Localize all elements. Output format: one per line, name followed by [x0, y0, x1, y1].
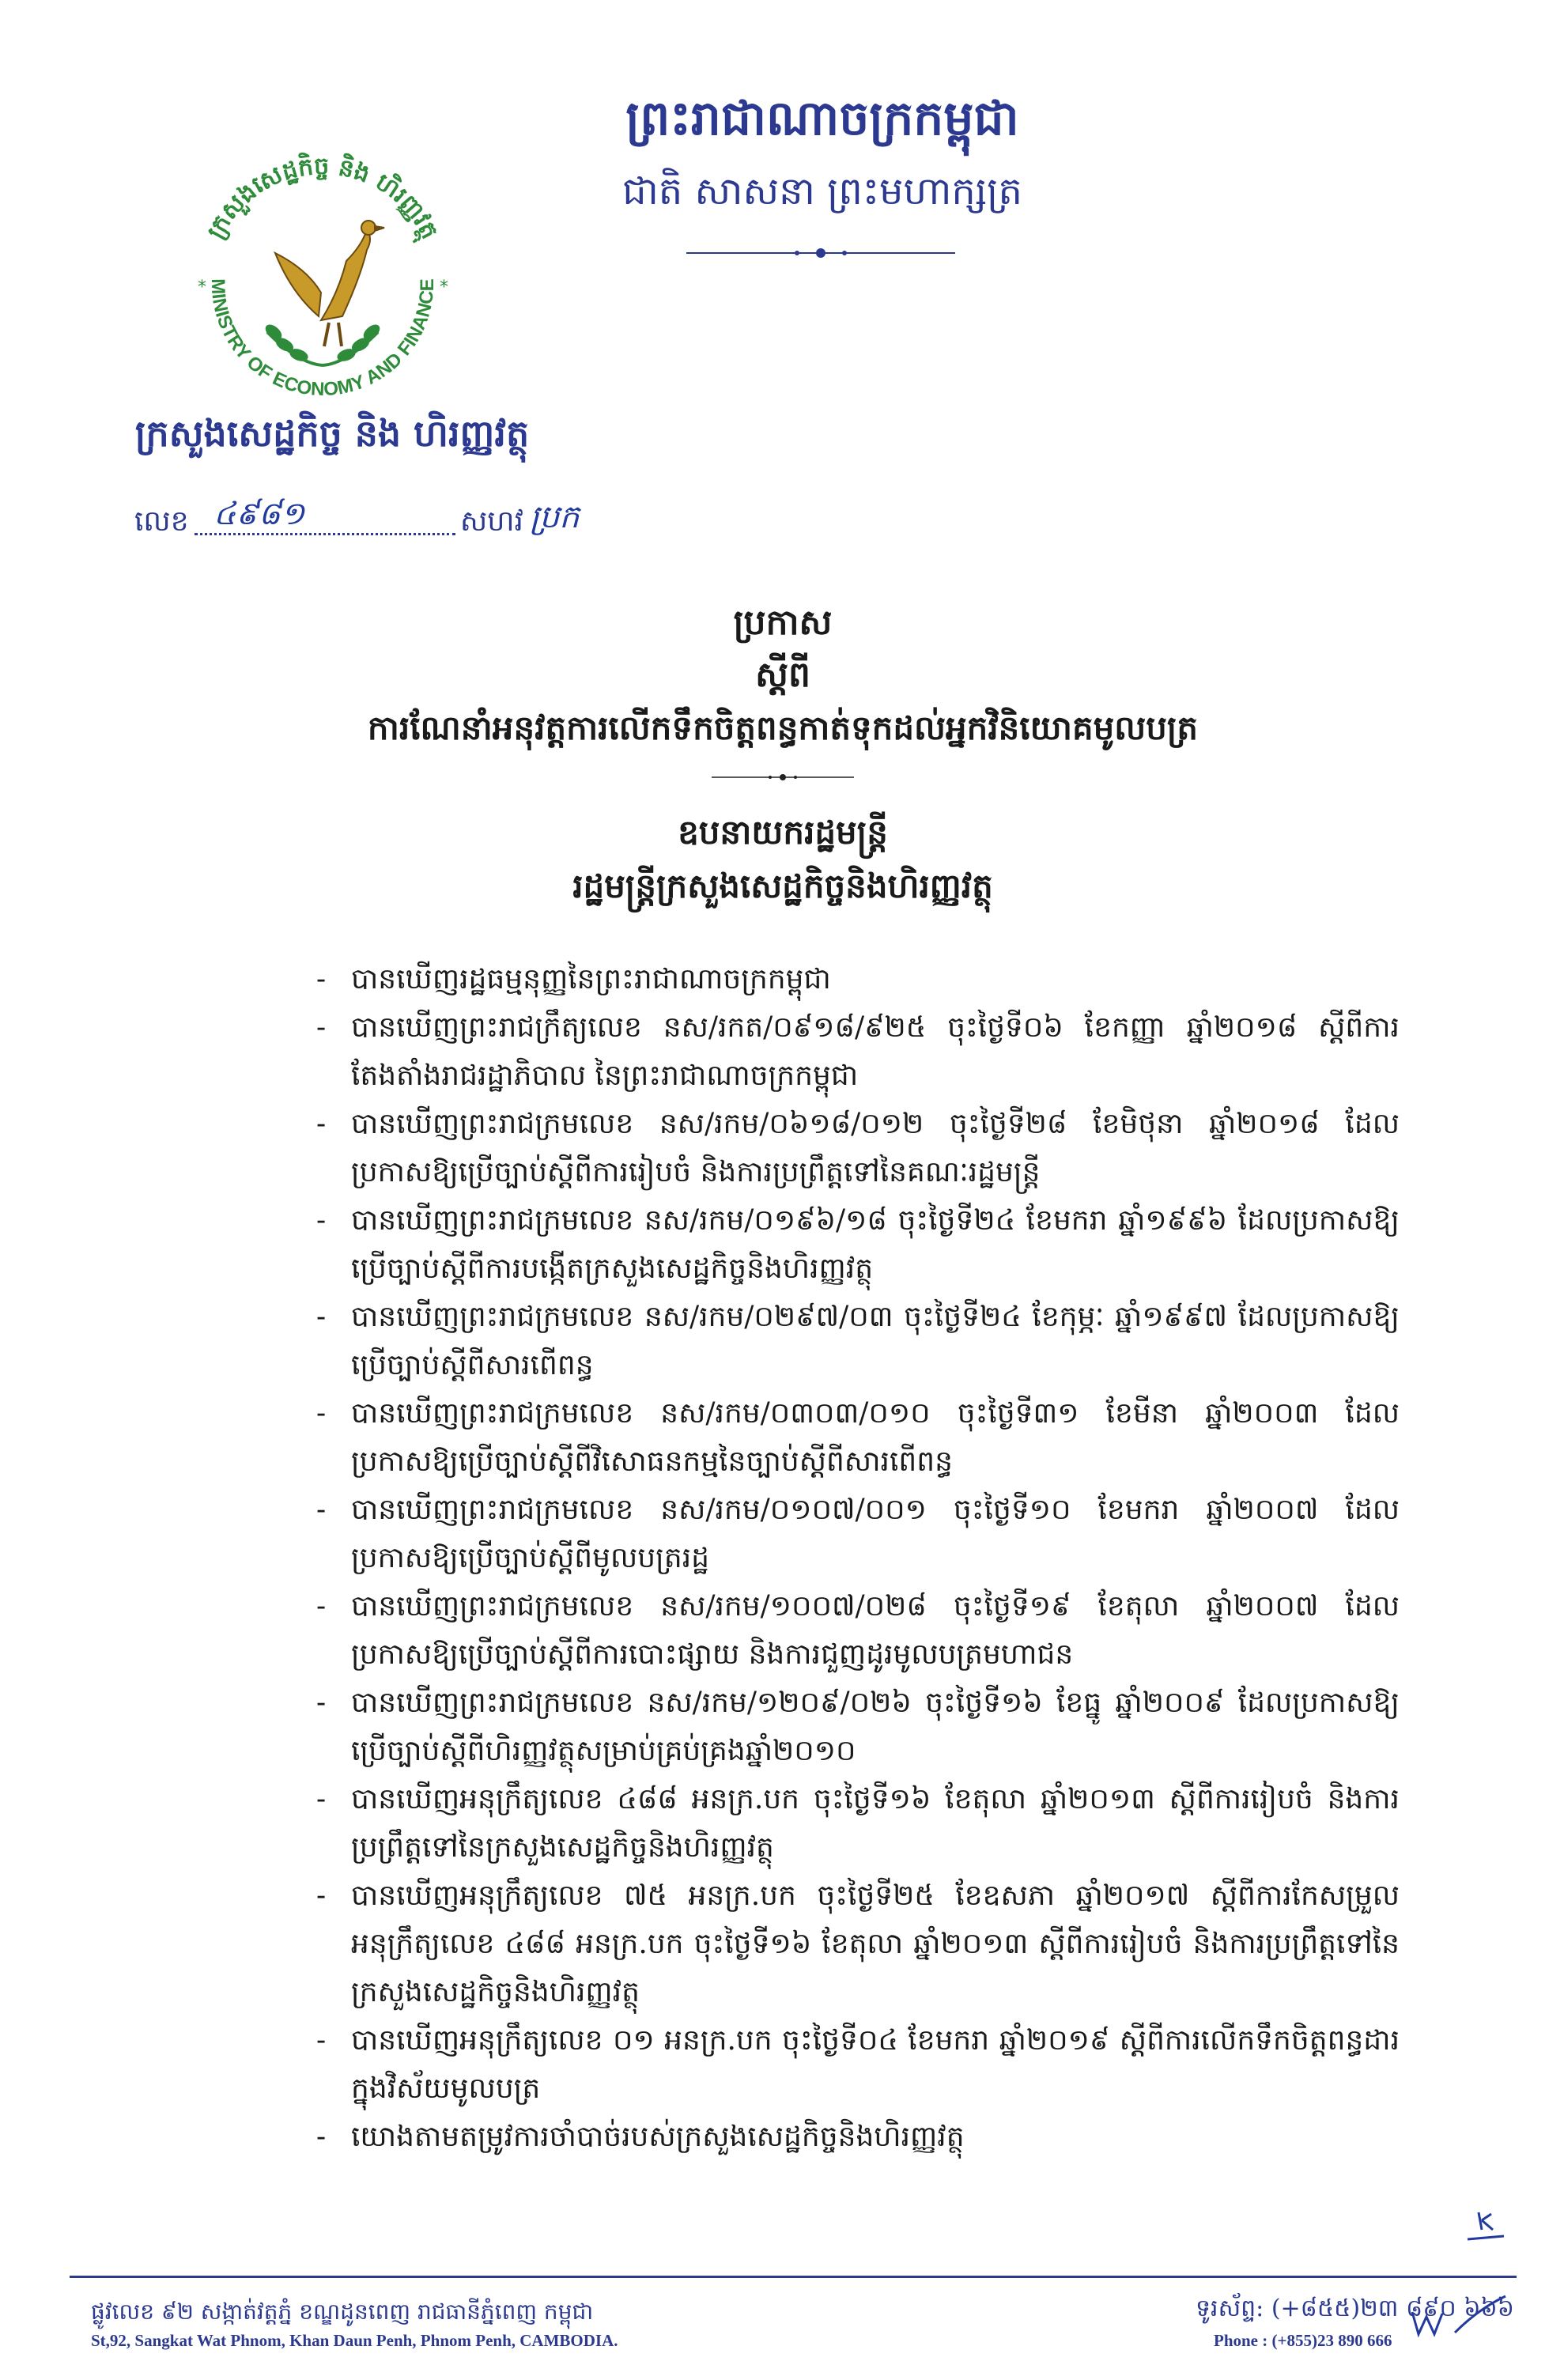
- footer-address-kh: ផ្លូវលេខ ៩២ សង្កាត់វត្តភ្នំ ខណ្ឌដូនពេញ រាជធានីភ្នំពេញ កម្ពុជា: [91, 2299, 594, 2325]
- number-label: លេខ: [134, 505, 189, 538]
- document-subject: ការណែនាំអនុវត្តការលើកទឹកចិត្តពន្ធកាត់ទុកដល់អ្នកវិនិយោគមូលបត្រ: [367, 708, 1199, 747]
- sign-label: សហវ: [460, 505, 523, 538]
- list-item: - បានឃើញព្រះរាជក្រមលេខ នស/រកម/០១៩៦/១៨ ចុះថ្ងៃទី២៤ ខែមករា ឆ្នាំ១៩៩៦ ដែលប្រកាសឱ្យប្រើច្បាប់ស្តីពីការបង្កើតក្រសួងសេដ្ឋកិច្ចនិងហិរញ្ញវត្ថុ: [316, 1196, 1400, 1293]
- handwritten-code: ប្រក: [530, 499, 580, 535]
- national-motto: ជាតិ សាសនា ព្រះមហាក្សត្រ: [622, 169, 1022, 213]
- list-item: - បានឃើញព្រះរាជក្រមលេខ នស/រកម/០១០៧/០០១ ចុះថ្ងៃទី១០ ខែមករា ឆ្នាំ២០០៧ ដែលប្រកាសឱ្យប្រើច្បាប់ស្តីពីមូលបត្ររដ្ឋ: [316, 1486, 1400, 1582]
- list-item: - បានឃើញរដ្ឋធម្មនុញ្ញនៃព្រះរាជាណាចក្រកម្ពុជា: [316, 955, 1400, 1003]
- document-type: ប្រកាស: [733, 603, 833, 643]
- footer-address-en: St,92, Sangkat Wat Phnom, Khan Daun Penh, Phnom Penh, CAMBODIA.: [91, 2331, 618, 2350]
- svg-text:*: *: [440, 278, 448, 297]
- kingdom-heading: ព្រះរាជាណាចក្រកម្ពុជា: [625, 91, 1019, 146]
- list-item: - បានឃើញព្រះរាជក្រឹត្យលេខ នស/រកត/០៩១៨/៩២៥ ចុះថ្ងៃទី០៦ ខែកញ្ញា ឆ្នាំ២០១៨ ស្តីពីការតែងតាំងរាជរដ្ឋាភិបាល នៃព្រះរាជាណាចក្រកម្ពុជា: [316, 1003, 1400, 1100]
- initials-mark: [1463, 2206, 1510, 2246]
- list-item: - បានឃើញព្រះរាជក្រមលេខ នស/រកម/០៣០៣/០១០ ចុះថ្ងៃទី៣១ ខែមីនា ឆ្នាំ២០០៣ ដែលប្រកាសឱ្យប្រើច្បាប់ស្តីពីវិសោធនកម្មនៃច្បាប់ស្តីពីសារពើពន្ធ: [316, 1389, 1400, 1486]
- list-item: - បានឃើញព្រះរាជក្រមលេខ នស/រកម/១០០៧/០២៨ ចុះថ្ងៃទី១៩ ខែតុលា ឆ្នាំ២០០៧ ដែលប្រកាសឱ្យប្រើច្បាប់ស្តីពីការបោះផ្សាយ និងការជួញដូរមូលបត្រមហាជន: [316, 1582, 1400, 1679]
- list-item: - បានឃើញព្រះរាជក្រមលេខ នស/រកម/១២០៩/០២៦ ចុះថ្ងៃទី១៦ ខែធ្នូ ឆ្នាំ២០០៩ ដែលប្រកាសឱ្យប្រើច្បាប់ស្តីពីហិរញ្ញវត្ថុសម្រាប់គ្រប់គ្រងឆ្នាំ២០១០: [316, 1679, 1400, 1775]
- svg-text:ក្រសួងសេដ្ឋកិច្ច និង ហិរញ្ញវត្: ក្រសួងសេដ្ឋកិច្ច និង ហិរញ្ញវត្ថុ: [202, 152, 444, 244]
- ministry-name: ក្រសួងសេដ្ឋកិច្ច និង ហិរញ្ញវត្ថុ: [134, 412, 530, 455]
- footer-phone-en: Phone : (+855)23 890 666: [1214, 2331, 1392, 2350]
- subject-label: ស្តីពី: [755, 655, 810, 695]
- issuer-title: ឧបនាយករដ្ឋមន្ត្រី: [678, 813, 888, 852]
- list-item: - បានឃើញអនុក្រឹត្យលេខ ៧៥ អនក្រ.បក ចុះថ្ងៃទី២៥ ខែឧសភា ឆ្នាំ២០១៧ ស្តីពីការកែសម្រួលអនុក្រឹត្យលេខ ៤៨៨ អនក្រ.បក ចុះថ្ងៃទី១៦ ខែតុលា ឆ្នាំ២០១៣ ស្តីពីការរៀបចំ និងការប្រព្រឹត្តទៅនៃក្រសួងសេដ្ឋកិច្ចនិងហិរញ្ញវត្ថុ: [316, 1872, 1400, 2016]
- list-item: - បានឃើញអនុក្រឹត្យលេខ ០១ អនក្រ.បក ចុះថ្ងៃទី០៤ ខែមករា ឆ្នាំ២០១៩ ស្តីពីការលើកទឹកចិត្តពន្ធដារក្នុងវិស័យមូលបត្រ: [316, 2016, 1400, 2113]
- list-item: - យោងតាមតម្រូវការចាំបាច់របស់ក្រសួងសេដ្ឋកិច្ចនិងហិរញ្ញវត្ថុ: [316, 2113, 1400, 2161]
- handwritten-number: ៤៩៨១: [213, 496, 305, 532]
- footer-phone-kh: ទូរស័ព្ទ: (+៨៥៥)២៣ ៨៩០ ៦៦៦: [1196, 2295, 1514, 2322]
- issuer-ministry: រដ្ឋមន្ត្រីក្រសួងសេដ្ឋកិច្ចនិងហិរញ្ញវត្ថុ: [572, 867, 993, 905]
- header-ornament: [686, 244, 955, 263]
- list-item: - បានឃើញអនុក្រឹត្យលេខ ៤៨៨ អនក្រ.បក ចុះថ្ងៃទី១៦ ខែតុលា ឆ្នាំ២០១៣ ស្តីពីការរៀបចំ និងការប្រព្រឹត្តទៅនៃក្រសួងសេដ្ឋកិច្ចនិងហិរញ្ញវត្ថុ: [316, 1775, 1400, 1872]
- footer-divider: [70, 2276, 1517, 2278]
- signature-scribble: [1407, 2293, 1510, 2340]
- ministry-emblem: [180, 134, 465, 403]
- reference-line: [134, 497, 609, 547]
- title-ornament: [712, 770, 854, 784]
- considerations-list: [316, 955, 1400, 2161]
- list-item: - បានឃើញព្រះរាជក្រមលេខ នស/រកម/០៦១៨/០១២ ចុះថ្ងៃទី២៨ ខែមិថុនា ឆ្នាំ២០១៨ ដែលប្រកាសឱ្យប្រើច្បាប់ស្តីពីការរៀបចំ និងការប្រព្រឹត្តទៅនៃគណៈរដ្ឋមន្ត្រី: [316, 1100, 1400, 1196]
- list-item: - បានឃើញព្រះរាជក្រមលេខ នស/រកម/០២៩៧/០៣ ចុះថ្ងៃទី២៤ ខែកុម្ភៈ ឆ្នាំ១៩៩៧ ដែលប្រកាសឱ្យប្រើច្បាប់ស្តីពីសារពើពន្ធ: [316, 1293, 1400, 1389]
- svg-text:*: *: [198, 278, 206, 297]
- svg-text:MINISTRY OF ECONOMY AND FINANC: MINISTRY OF ECONOMY AND FINANCE: [206, 278, 439, 401]
